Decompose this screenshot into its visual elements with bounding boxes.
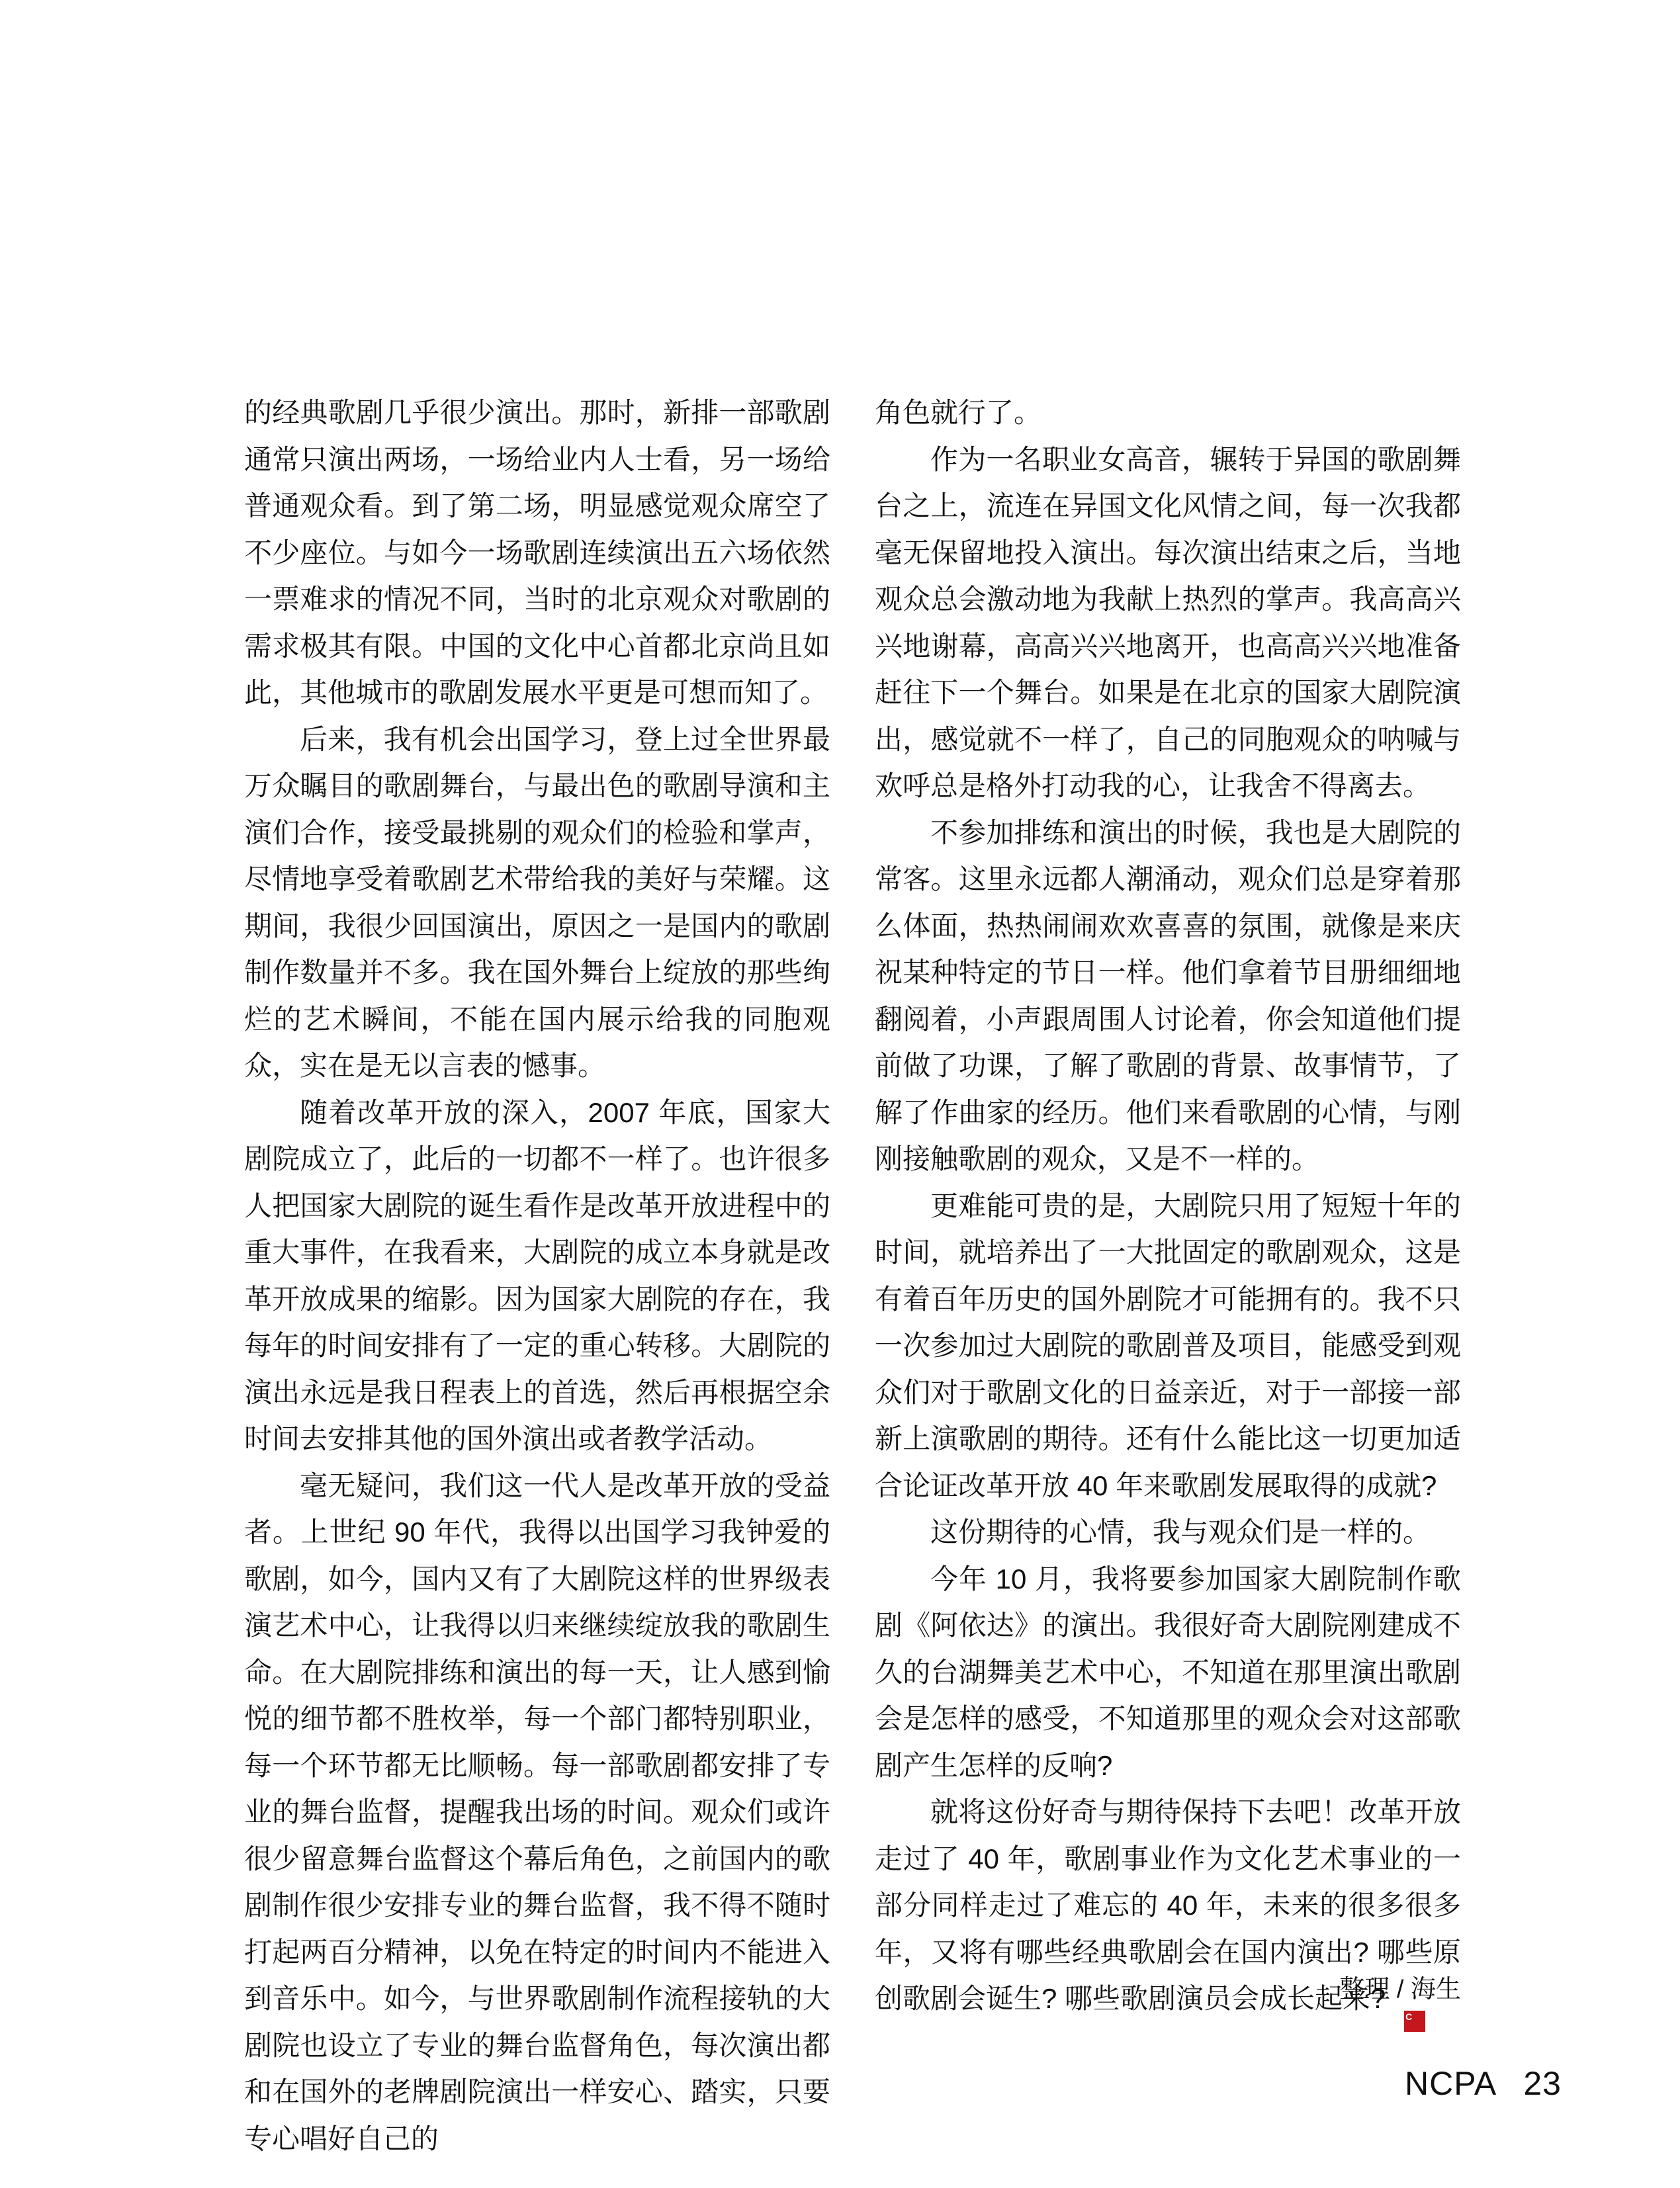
paragraph: 这份期待的心情，我与观众们是一样的。 <box>930 1516 1431 1548</box>
paragraph: 毫无疑问，我们这一代人是改革开放的受益者。上世纪 90 年代，我得以出国学习我钟爱的歌剧，如今，国内又有了大剧院这样的世界级表演艺术中心，让我得以归来继续绽放我的歌剧生命。在大剧院排练和演出的每一天，让人感到愉悦的细节都不胜枚举，每一个部门都特别职业，每一个环节都无比顺畅。每一部歌剧都安排了专业的舞台监督，提醒我出场的时间。观众们或许很少留意舞台监督这个幕后角色，之前国内的歌剧制作很少安排专业的舞台监督，我不得不随时打起两百分精神，以免在特定的时间内不能进入到音乐中。如今，与世界歌剧制作流程接轨的大剧院也设立了专业的舞台监督角色，每次演出都和在国外的老牌剧院演出一样安心、踏实，只要专心唱好自己的 <box>244 1469 830 2154</box>
page-footer <box>1405 2064 1562 2103</box>
paragraph: 角色就行了。 <box>875 397 1042 428</box>
paragraph: 的经典歌剧几乎很少演出。那时，新排一部歌剧通常只演出两场，一场给业内人士看，另一场给普通观众看。到了第二场，明显感觉观众席空了不少座位。与如今一场歌剧连续演出五六场依然一票难求的情况不同，当时的北京观众对歌剧的需求极其有限。中国的文化中心首都北京尚且如此，其他城市的歌剧发展水平更是可想而知了。 <box>244 397 830 708</box>
article-column-left <box>244 390 830 2162</box>
paragraph: 不参加排练和演出的时候，我也是大剧院的常客。这里永远都人潮涌动，观众们总是穿着那么体面，热热闹闹欢欢喜喜的氛围，就像是来庆祝某种特定的节日一样。他们拿着节目册细细地翻阅着，小声跟周围人讨论着，你会知道他们提前做了功课，了解了歌剧的背景、故事情节，了解了作曲家的经历。他们来看歌剧的心情，与刚刚接触歌剧的观众，又是不一样的。 <box>875 816 1461 1174</box>
ncpa-end-seal-icon <box>1404 2002 1468 2040</box>
page-number: 23 <box>1523 2065 1562 2102</box>
article-column-right <box>875 390 1468 2040</box>
seal-line-2: PA <box>1405 2021 1468 2040</box>
paragraph: 随着改革开放的深入，2007 年底，国家大剧院成立了，此后的一切都不一样了。也许很多人把国家大剧院的诞生看作是改革开放进程中的重大事件，在我看来，大剧院的成立本身就是改革开放成果的缩影。因为国家大剧院的存在，我每年的时间安排有了一定的重心转移。大剧院的演出永远是我日程表上的首选，然后再根据空余时间去安排其他的国外演出或者教学活动。 <box>244 1096 830 1454</box>
paragraph: 今年 10 月，我将要参加国家大剧院制作歌剧《阿依达》的演出。我很好奇大剧院刚建成不久的台湖舞美艺术中心，不知道在那里演出歌剧会是怎样的感受，不知道那里的观众会对这部歌剧产生怎样的反响? <box>875 1563 1461 1781</box>
seal-line-1: NC <box>1405 2002 1468 2022</box>
paragraph: 更难能可贵的是，大剧院只用了短短十年的时间，就培养出了一大批固定的歌剧观众，这是有着百年历史的国外剧院才可能拥有的。我不只一次参加过大剧院的歌剧普及项目，能感受到观众们对于歌剧文化的日益亲近，对于一部接一部新上演歌剧的期待。还有什么能比这一切更加适合论证改革开放 40 年来歌剧发展取得的成就? <box>875 1190 1461 1501</box>
journal-mark: NCPA <box>1405 2065 1495 2102</box>
paragraph: 作为一名职业女高音，辗转于异国的歌剧舞台之上，流连在异国文化风情之间，每一次我都毫无保留地投入演出。每次演出结束之后，当地观众总会激动地为我献上热烈的掌声。我高高兴兴地谢幕，高高兴兴地离开，也高高兴兴地准备赶往下一个舞台。如果是在北京的国家大剧院演出，感觉就不一样了，自己的同胞观众的呐喊与欢呼总是格外打动我的心，让我舍不得离去。 <box>875 443 1461 801</box>
byline: 整理 / 海生 <box>1339 1976 1461 2003</box>
paragraph: 后来，我有机会出国学习，登上过全世界最万众瞩目的歌剧舞台，与最出色的歌剧导演和主演们合作，接受最挑剔的观众们的检验和掌声，尽情地享受着歌剧艺术带给我的美好与荣耀。这期间，我很少回国演出，原因之一是国内的歌剧制作数量并不多。我在国外舞台上绽放的那些绚烂的艺术瞬间，不能在国内展示给我的同胞观众，实在是无以言表的憾事。 <box>244 723 830 1081</box>
paragraph-text: 就将这份好奇与期待保持下去吧！改革开放走过了 40 年，歌剧事业作为文化艺术事业的一部分同样走过了难忘的 40 年，未来的很多很多年，又将有哪些经典歌剧会在国内演出? 哪些原创歌剧会诞生? 哪些歌剧演员会成长起来? <box>875 1796 1461 2014</box>
